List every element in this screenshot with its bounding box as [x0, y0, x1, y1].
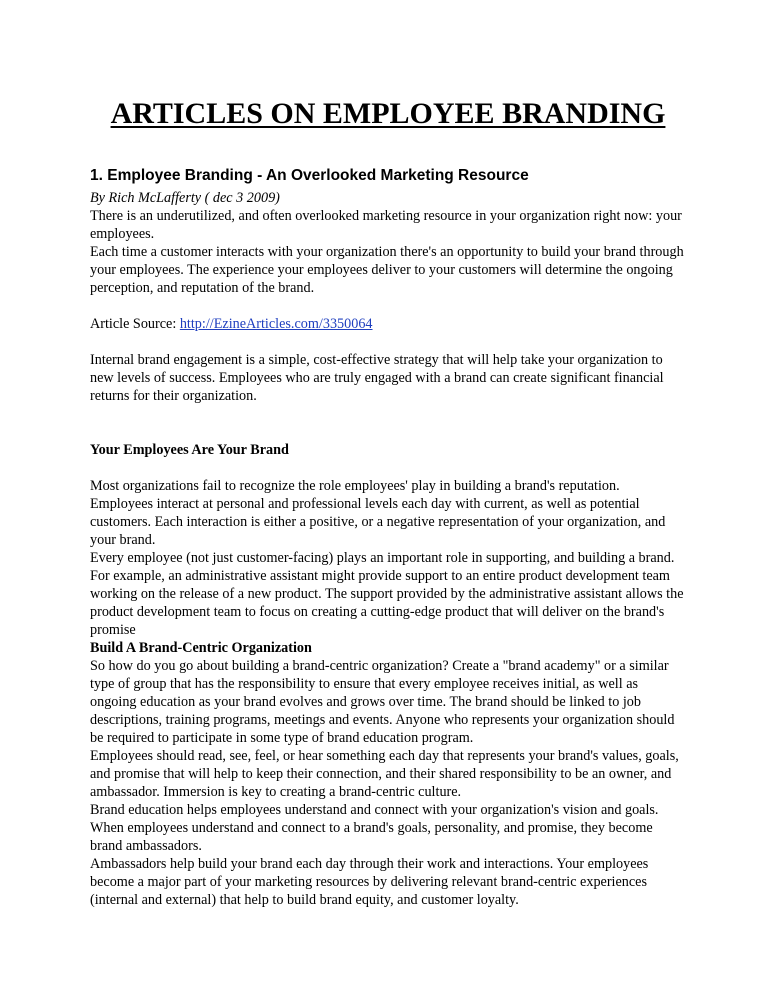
article-body	[90, 165, 686, 909]
brand-paragraph: Every employee (not just customer-facing) plays an important role in supporting, and building a brand. For example, an administrative assistant might provide support to an entire product development team working on the release of a new product. The support provided by the administrative assistant allows the product development team to focus on creating a cutting-edge product that will deliver on the brand's promise	[90, 550, 684, 638]
article-source-label: Article Source:	[90, 316, 180, 332]
subheading-your-employees: Your Employees Are Your Brand	[90, 442, 289, 458]
build-paragraph: So how do you go about building a brand-centric organization? Create a "brand academy" or a similar type of group that has the responsibility to ensure that every employee receives initial, as well as ongoing education as your brand evolves and grows over time. The brand should be linked to job descriptions, training programs, meetings and events. Anyone who represents your organization should be required to participate in some type of brand education program.	[90, 658, 675, 746]
engagement-paragraph: Internal brand engagement is a simple, cost-effective strategy that will help take your organization to new levels of success. Employees who are truly engaged with a brand can create significant financial returns for their organization.	[90, 352, 664, 404]
article-heading: 1. Employee Branding - An Overlooked Marketing Resource	[90, 167, 529, 184]
subheading-build-brand-centric: Build A Brand-Centric Organization	[90, 640, 312, 656]
intro-paragraph: There is an underutilized, and often overlooked marketing resource in your organization right now: your employees.	[90, 208, 682, 242]
document-title: ARTICLES ON EMPLOYEE BRANDING	[110, 97, 666, 130]
build-paragraph: Ambassadors help build your brand each day through their work and interactions. Your employees become a major part of your marketing resources by delivering relevant brand-centric experiences (internal and external) that help to build brand equity, and customer loyalty.	[90, 856, 649, 908]
intro-paragraph: Each time a customer interacts with your organization there's an opportunity to build your brand through your employees. The experience your employees deliver to your customers will determine the ongoing perception, and reputation of the brand.	[90, 244, 684, 296]
build-paragraph: Employees should read, see, feel, or hear something each day that represents your brand's values, goals, and promise that will help to keep their connection, and their shared responsibility to be an owner, and ambassador. Immersion is key to creating a brand-centric culture.	[90, 748, 679, 800]
article-source-link[interactable]: http://EzineArticles.com/3350064	[179, 316, 373, 332]
build-paragraph: Brand education helps employees understand and connect with your organization's vision and goals. When employees understand and connect to a brand's goals, personality, and promise, they become brand ambassadors.	[90, 802, 659, 854]
article-byline: By Rich McLafferty ( dec 3 2009)	[90, 190, 280, 206]
article-source-line	[90, 315, 686, 333]
brand-paragraph: Most organizations fail to recognize the role employees' play in building a brand's reputation. Employees interact at personal and professional levels each day with current, as well as potential customers. Each interaction is either a positive, or a negative representation of your organization, and your brand.	[90, 478, 666, 548]
